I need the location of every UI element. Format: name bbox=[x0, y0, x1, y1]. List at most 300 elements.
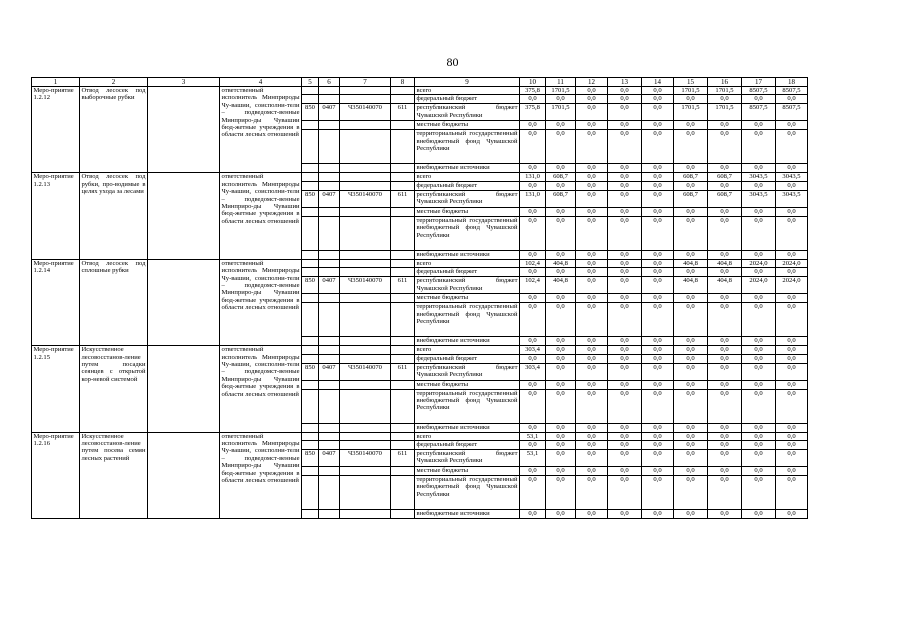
amount-cell: 0,0 bbox=[608, 190, 642, 207]
funding-source-label: внебюджетные источники bbox=[415, 337, 520, 346]
amount-cell: 404,8 bbox=[708, 277, 742, 294]
code-cell-empty bbox=[391, 476, 415, 510]
code-cell-empty bbox=[319, 259, 340, 267]
column-3-cell bbox=[148, 346, 220, 432]
amount-cell: 0,0 bbox=[576, 432, 608, 440]
amount-cell: 0,0 bbox=[674, 423, 708, 432]
code-cell-empty bbox=[391, 432, 415, 440]
amount-cell: 0,0 bbox=[674, 294, 708, 303]
amount-cell: 0,0 bbox=[608, 432, 642, 440]
amount-cell: 0,0 bbox=[608, 337, 642, 346]
amount-cell: 2024,0 bbox=[742, 259, 776, 267]
amount-cell: 0,0 bbox=[608, 121, 642, 130]
amount-cell: 0,0 bbox=[608, 389, 642, 423]
column-number-row bbox=[32, 78, 808, 87]
amount-cell: 0,0 bbox=[546, 95, 576, 104]
amount-cell: 0,0 bbox=[576, 337, 608, 346]
amount-cell: 8507,5 bbox=[776, 87, 808, 95]
amount-cell: 0,0 bbox=[642, 277, 674, 294]
code-cell-empty bbox=[319, 216, 340, 250]
amount-cell: 0,0 bbox=[776, 121, 808, 130]
amount-cell: 0,0 bbox=[742, 95, 776, 104]
column-number: 3 bbox=[148, 78, 220, 87]
code-csr: Ч350140070 bbox=[340, 104, 391, 121]
code-cell-empty bbox=[319, 389, 340, 423]
amount-cell: 0,0 bbox=[520, 467, 546, 476]
code-cell-empty bbox=[319, 380, 340, 389]
code-cell-empty bbox=[391, 467, 415, 476]
amount-cell: 0,0 bbox=[776, 363, 808, 380]
amount-cell: 0,0 bbox=[546, 441, 576, 450]
amount-cell: 1701,5 bbox=[546, 87, 576, 95]
code-cell-empty bbox=[340, 337, 391, 346]
amount-cell: 131,0 bbox=[520, 190, 546, 207]
code-cell-empty bbox=[302, 354, 319, 363]
amount-cell: 0,0 bbox=[642, 467, 674, 476]
code-cell-empty bbox=[319, 95, 340, 104]
amount-cell: 0,0 bbox=[776, 354, 808, 363]
code-grbs: 850 bbox=[302, 190, 319, 207]
code-cell-empty bbox=[302, 164, 319, 173]
amount-cell: 0,0 bbox=[608, 87, 642, 95]
amount-cell: 0,0 bbox=[642, 423, 674, 432]
funding-source-label: местные бюджеты bbox=[415, 467, 520, 476]
amount-cell: 0,0 bbox=[608, 380, 642, 389]
amount-cell: 8507,5 bbox=[742, 87, 776, 95]
funding-source-label: всего bbox=[415, 259, 520, 267]
code-cell-empty bbox=[319, 181, 340, 190]
amount-cell: 0,0 bbox=[546, 423, 576, 432]
code-cell-empty bbox=[302, 250, 319, 259]
amount-cell: 0,0 bbox=[576, 95, 608, 104]
amount-cell: 0,0 bbox=[776, 207, 808, 216]
amount-cell: 8507,5 bbox=[742, 104, 776, 121]
funding-source-label: республиканский бюджет Чувашской Республики bbox=[415, 104, 520, 121]
code-cell-empty bbox=[391, 268, 415, 277]
amount-cell: 0,0 bbox=[576, 380, 608, 389]
amount-cell: 0,0 bbox=[576, 423, 608, 432]
amount-cell: 0,0 bbox=[708, 164, 742, 173]
amount-cell: 0,0 bbox=[742, 423, 776, 432]
measure-type: Меро-приятие 1.2.15 bbox=[32, 346, 80, 432]
amount-cell: 0,0 bbox=[674, 121, 708, 130]
amount-cell: 3043,5 bbox=[776, 190, 808, 207]
amount-cell: 0,0 bbox=[708, 354, 742, 363]
code-cell-empty bbox=[319, 303, 340, 337]
amount-cell: 1701,5 bbox=[708, 87, 742, 95]
amount-cell: 0,0 bbox=[642, 190, 674, 207]
code-vr: 611 bbox=[391, 277, 415, 294]
amount-cell: 0,0 bbox=[642, 294, 674, 303]
amount-cell: 0,0 bbox=[546, 346, 576, 354]
amount-cell: 0,0 bbox=[642, 130, 674, 164]
amount-cell: 0,0 bbox=[742, 337, 776, 346]
amount-cell: 0,0 bbox=[674, 510, 708, 519]
measure-type: Меро-приятие 1.2.13 bbox=[32, 173, 80, 259]
amount-cell: 0,0 bbox=[608, 346, 642, 354]
amount-cell: 0,0 bbox=[520, 207, 546, 216]
amount-cell: 0,0 bbox=[608, 441, 642, 450]
amount-cell: 0,0 bbox=[546, 250, 576, 259]
amount-cell: 0,0 bbox=[742, 250, 776, 259]
code-cell-empty bbox=[340, 510, 391, 519]
column-number: 1 bbox=[32, 78, 80, 87]
code-cell-empty bbox=[391, 389, 415, 423]
amount-cell: 608,7 bbox=[674, 190, 708, 207]
code-cell-empty bbox=[340, 173, 391, 181]
amount-cell: 3043,5 bbox=[742, 173, 776, 181]
amount-cell: 0,0 bbox=[546, 476, 576, 510]
column-number: 4 bbox=[220, 78, 302, 87]
amount-cell: 131,0 bbox=[520, 173, 546, 181]
code-cell-empty bbox=[302, 95, 319, 104]
amount-cell: 0,0 bbox=[576, 87, 608, 95]
amount-cell: 2024,0 bbox=[776, 277, 808, 294]
amount-cell: 0,0 bbox=[776, 476, 808, 510]
column-3-cell bbox=[148, 259, 220, 345]
code-cell-empty bbox=[391, 173, 415, 181]
amount-cell: 0,0 bbox=[608, 95, 642, 104]
amount-cell: 0,0 bbox=[642, 346, 674, 354]
amount-cell: 0,0 bbox=[546, 363, 576, 380]
amount-cell: 0,0 bbox=[642, 104, 674, 121]
amount-cell: 0,0 bbox=[708, 346, 742, 354]
code-cell-empty bbox=[340, 476, 391, 510]
code-grbs: 850 bbox=[302, 450, 319, 467]
amount-cell: 2024,0 bbox=[742, 277, 776, 294]
amount-cell: 8507,5 bbox=[776, 104, 808, 121]
amount-cell: 0,0 bbox=[742, 380, 776, 389]
amount-cell: 0,0 bbox=[608, 173, 642, 181]
responsible-executor: ответственный исполнитель Минприроды Чу-вашии, соисполни-тели – подведомст-венные Минприро-ды Чувашии бюд-жетные учреждения в области лесных отношений bbox=[220, 432, 302, 518]
column-3-cell bbox=[148, 173, 220, 259]
amount-cell: 0,0 bbox=[608, 467, 642, 476]
measure-name: Искусственное лесовосстанов-ление путем посадки сеянцев с открытой кор-невой системой bbox=[80, 346, 148, 432]
amount-cell: 608,7 bbox=[708, 173, 742, 181]
amount-cell: 0,0 bbox=[546, 121, 576, 130]
code-cell-empty bbox=[340, 207, 391, 216]
amount-cell: 0,0 bbox=[520, 441, 546, 450]
amount-cell: 0,0 bbox=[608, 259, 642, 267]
code-cell-empty bbox=[340, 346, 391, 354]
amount-cell: 0,0 bbox=[520, 389, 546, 423]
code-grbs: 850 bbox=[302, 104, 319, 121]
amount-cell: 0,0 bbox=[576, 207, 608, 216]
amount-cell: 0,0 bbox=[674, 207, 708, 216]
amount-cell: 0,0 bbox=[776, 130, 808, 164]
amount-cell: 608,7 bbox=[674, 173, 708, 181]
measure-name: Отвод лесосек под выборочные рубки bbox=[80, 87, 148, 173]
code-csr: Ч350140070 bbox=[340, 277, 391, 294]
amount-cell: 0,0 bbox=[674, 380, 708, 389]
amount-cell: 0,0 bbox=[576, 277, 608, 294]
amount-cell: 0,0 bbox=[576, 510, 608, 519]
funding-source-label: всего bbox=[415, 173, 520, 181]
responsible-executor: ответственный исполнитель Минприроды Чу-вашии, соисполни-тели – подведомст-венные Минприро-ды Чувашии бюд-жетные учреждения в области лесных отношений bbox=[220, 346, 302, 432]
code-csr: Ч350140070 bbox=[340, 190, 391, 207]
code-cell-empty bbox=[340, 389, 391, 423]
measure-name: Отвод лесосек под рубки, про-водимые в целях ухода за лесами bbox=[80, 173, 148, 259]
amount-cell: 0,0 bbox=[576, 354, 608, 363]
amount-cell: 0,0 bbox=[546, 164, 576, 173]
amount-cell: 0,0 bbox=[642, 268, 674, 277]
amount-cell: 0,0 bbox=[742, 181, 776, 190]
amount-cell: 0,0 bbox=[608, 216, 642, 250]
code-cell-empty bbox=[319, 510, 340, 519]
amount-cell: 0,0 bbox=[576, 190, 608, 207]
column-number: 5 bbox=[302, 78, 319, 87]
code-cell-empty bbox=[319, 164, 340, 173]
amount-cell: 0,0 bbox=[742, 432, 776, 440]
amount-cell: 0,0 bbox=[608, 363, 642, 380]
amount-cell: 1701,5 bbox=[674, 87, 708, 95]
amount-cell: 0,0 bbox=[546, 268, 576, 277]
column-number: 12 bbox=[576, 78, 608, 87]
amount-cell: 53,1 bbox=[520, 450, 546, 467]
code-cell-empty bbox=[340, 303, 391, 337]
amount-cell: 0,0 bbox=[708, 216, 742, 250]
code-cell-empty bbox=[319, 423, 340, 432]
code-cell-empty bbox=[340, 268, 391, 277]
amount-cell: 0,0 bbox=[674, 181, 708, 190]
amount-cell: 0,0 bbox=[708, 423, 742, 432]
code-cell-empty bbox=[391, 130, 415, 164]
amount-cell: 0,0 bbox=[546, 510, 576, 519]
amount-cell: 0,0 bbox=[642, 95, 674, 104]
amount-cell: 1701,5 bbox=[674, 104, 708, 121]
amount-cell: 0,0 bbox=[642, 450, 674, 467]
code-cell-empty bbox=[319, 250, 340, 259]
amount-cell: 0,0 bbox=[776, 337, 808, 346]
amount-cell: 0,0 bbox=[742, 354, 776, 363]
amount-cell: 0,0 bbox=[708, 337, 742, 346]
code-cell-empty bbox=[340, 250, 391, 259]
code-cell-empty bbox=[302, 380, 319, 389]
funding-source-label: федеральный бюджет bbox=[415, 268, 520, 277]
code-vr: 611 bbox=[391, 363, 415, 380]
amount-cell: 0,0 bbox=[642, 337, 674, 346]
funding-source-label: внебюджетные источники bbox=[415, 164, 520, 173]
code-cell-empty bbox=[391, 294, 415, 303]
amount-cell: 0,0 bbox=[576, 250, 608, 259]
code-cell-empty bbox=[340, 467, 391, 476]
amount-cell: 0,0 bbox=[776, 380, 808, 389]
code-cell-empty bbox=[391, 259, 415, 267]
code-cell-empty bbox=[302, 181, 319, 190]
amount-cell: 0,0 bbox=[608, 303, 642, 337]
amount-cell: 0,0 bbox=[674, 268, 708, 277]
code-cell-empty bbox=[319, 87, 340, 95]
amount-cell: 0,0 bbox=[546, 294, 576, 303]
amount-cell: 0,0 bbox=[520, 380, 546, 389]
amount-cell: 0,0 bbox=[708, 130, 742, 164]
amount-cell: 0,0 bbox=[708, 380, 742, 389]
amount-cell: 0,0 bbox=[576, 216, 608, 250]
table-row bbox=[32, 87, 808, 95]
column-number: 16 bbox=[708, 78, 742, 87]
amount-cell: 0,0 bbox=[642, 173, 674, 181]
code-cell-empty bbox=[391, 164, 415, 173]
code-rzpr: 0407 bbox=[319, 363, 340, 380]
amount-cell: 0,0 bbox=[742, 121, 776, 130]
amount-cell: 0,0 bbox=[520, 121, 546, 130]
table-row bbox=[32, 346, 808, 354]
amount-cell: 0,0 bbox=[608, 250, 642, 259]
responsible-executor: ответственный исполнитель Минприроды Чу-вашии, соисполни-тели – подведомст-венные Минприро-ды Чувашии бюд-жетные учреждения в области лесных отношений bbox=[220, 259, 302, 345]
amount-cell: 0,0 bbox=[674, 354, 708, 363]
amount-cell: 0,0 bbox=[674, 389, 708, 423]
amount-cell: 0,0 bbox=[776, 164, 808, 173]
amount-cell: 0,0 bbox=[776, 216, 808, 250]
amount-cell: 0,0 bbox=[608, 277, 642, 294]
code-cell-empty bbox=[391, 303, 415, 337]
code-cell-empty bbox=[302, 441, 319, 450]
code-cell-empty bbox=[340, 441, 391, 450]
column-number: 14 bbox=[642, 78, 674, 87]
amount-cell: 0,0 bbox=[742, 467, 776, 476]
amount-cell: 0,0 bbox=[674, 303, 708, 337]
amount-cell: 0,0 bbox=[642, 250, 674, 259]
code-cell-empty bbox=[319, 268, 340, 277]
amount-cell: 0,0 bbox=[642, 363, 674, 380]
amount-cell: 0,0 bbox=[776, 467, 808, 476]
amount-cell: 0,0 bbox=[642, 303, 674, 337]
amount-cell: 0,0 bbox=[608, 450, 642, 467]
funding-source-label: всего bbox=[415, 346, 520, 354]
amount-cell: 0,0 bbox=[742, 450, 776, 467]
amount-cell: 0,0 bbox=[520, 130, 546, 164]
amount-cell: 0,0 bbox=[546, 432, 576, 440]
amount-cell: 0,0 bbox=[608, 268, 642, 277]
amount-cell: 0,0 bbox=[576, 181, 608, 190]
code-cell-empty bbox=[302, 510, 319, 519]
column-number: 7 bbox=[340, 78, 391, 87]
code-cell-empty bbox=[391, 121, 415, 130]
amount-cell: 0,0 bbox=[520, 181, 546, 190]
amount-cell: 0,0 bbox=[520, 354, 546, 363]
amount-cell: 0,0 bbox=[776, 303, 808, 337]
column-number: 9 bbox=[415, 78, 520, 87]
amount-cell: 0,0 bbox=[576, 268, 608, 277]
amount-cell: 0,0 bbox=[520, 250, 546, 259]
amount-cell: 0,0 bbox=[642, 389, 674, 423]
code-cell-empty bbox=[340, 87, 391, 95]
code-cell-empty bbox=[340, 164, 391, 173]
amount-cell: 608,7 bbox=[546, 173, 576, 181]
column-number: 11 bbox=[546, 78, 576, 87]
amount-cell: 0,0 bbox=[520, 216, 546, 250]
code-cell-empty bbox=[302, 121, 319, 130]
funding-source-label: федеральный бюджет bbox=[415, 181, 520, 190]
funding-source-label: местные бюджеты bbox=[415, 294, 520, 303]
code-cell-empty bbox=[340, 380, 391, 389]
amount-cell: 0,0 bbox=[576, 303, 608, 337]
code-cell-empty bbox=[302, 87, 319, 95]
code-cell-empty bbox=[340, 95, 391, 104]
amount-cell: 0,0 bbox=[608, 423, 642, 432]
amount-cell: 404,8 bbox=[546, 259, 576, 267]
amount-cell: 0,0 bbox=[742, 207, 776, 216]
funding-source-label: всего bbox=[415, 87, 520, 95]
amount-cell: 0,0 bbox=[520, 268, 546, 277]
amount-cell: 375,8 bbox=[520, 87, 546, 95]
amount-cell: 0,0 bbox=[776, 95, 808, 104]
amount-cell: 404,8 bbox=[674, 277, 708, 294]
amount-cell: 0,0 bbox=[776, 450, 808, 467]
funding-source-label: федеральный бюджет bbox=[415, 441, 520, 450]
amount-cell: 0,0 bbox=[520, 303, 546, 337]
amount-cell: 0,0 bbox=[546, 389, 576, 423]
code-cell-empty bbox=[319, 476, 340, 510]
amount-cell: 0,0 bbox=[642, 181, 674, 190]
amount-cell: 0,0 bbox=[608, 294, 642, 303]
code-cell-empty bbox=[340, 423, 391, 432]
amount-cell: 0,0 bbox=[742, 268, 776, 277]
code-vr: 611 bbox=[391, 190, 415, 207]
measure-type: Меро-приятие 1.2.14 bbox=[32, 259, 80, 345]
responsible-executor: ответственный исполнитель Минприроды Чу-вашии, соисполни-тели – подведомст-венные Минприро-ды Чувашии бюд-жетные учреждения в области лесных отношений bbox=[220, 173, 302, 259]
column-number: 10 bbox=[520, 78, 546, 87]
amount-cell: 3043,5 bbox=[776, 173, 808, 181]
code-cell-empty bbox=[319, 207, 340, 216]
amount-cell: 0,0 bbox=[708, 389, 742, 423]
amount-cell: 0,0 bbox=[708, 207, 742, 216]
table-row bbox=[32, 173, 808, 181]
amount-cell: 0,0 bbox=[674, 130, 708, 164]
code-cell-empty bbox=[340, 432, 391, 440]
column-number: 6 bbox=[319, 78, 340, 87]
amount-cell: 608,7 bbox=[546, 190, 576, 207]
column-3-cell bbox=[148, 87, 220, 173]
funding-source-label: внебюджетные источники bbox=[415, 423, 520, 432]
amount-cell: 0,0 bbox=[674, 95, 708, 104]
amount-cell: 0,0 bbox=[576, 363, 608, 380]
amount-cell: 0,0 bbox=[546, 337, 576, 346]
amount-cell: 102,4 bbox=[520, 277, 546, 294]
code-cell-empty bbox=[302, 423, 319, 432]
amount-cell: 0,0 bbox=[576, 259, 608, 267]
budget-table bbox=[31, 77, 808, 519]
measure-name: Искусственное лесовосстанов-ление путем посева семян лесных растений bbox=[80, 432, 148, 518]
amount-cell: 0,0 bbox=[576, 104, 608, 121]
amount-cell: 0,0 bbox=[642, 510, 674, 519]
funding-source-label: всего bbox=[415, 432, 520, 440]
code-cell-empty bbox=[391, 441, 415, 450]
amount-cell: 0,0 bbox=[674, 476, 708, 510]
code-cell-empty bbox=[302, 432, 319, 440]
amount-cell: 0,0 bbox=[742, 130, 776, 164]
amount-cell: 0,0 bbox=[642, 164, 674, 173]
code-vr: 611 bbox=[391, 450, 415, 467]
funding-source-label: федеральный бюджет bbox=[415, 95, 520, 104]
funding-source-label: внебюджетные источники bbox=[415, 250, 520, 259]
page-number: 80 bbox=[446, 55, 459, 69]
column-number: 15 bbox=[674, 78, 708, 87]
amount-cell: 0,0 bbox=[608, 104, 642, 121]
code-cell-empty bbox=[391, 423, 415, 432]
code-grbs: 850 bbox=[302, 363, 319, 380]
amount-cell: 0,0 bbox=[674, 467, 708, 476]
amount-cell: 0,0 bbox=[708, 121, 742, 130]
amount-cell: 0,0 bbox=[776, 294, 808, 303]
amount-cell: 0,0 bbox=[576, 130, 608, 164]
amount-cell: 0,0 bbox=[642, 216, 674, 250]
responsible-executor: ответственный исполнитель Минприроды Чу-вашии, соисполни-тели – подведомст-венные Минприро-ды Чувашии бюд-жетные учреждения в области лесных отношений bbox=[220, 87, 302, 173]
amount-cell: 0,0 bbox=[608, 130, 642, 164]
amount-cell: 0,0 bbox=[642, 87, 674, 95]
amount-cell: 0,0 bbox=[674, 216, 708, 250]
code-cell-empty bbox=[340, 259, 391, 267]
